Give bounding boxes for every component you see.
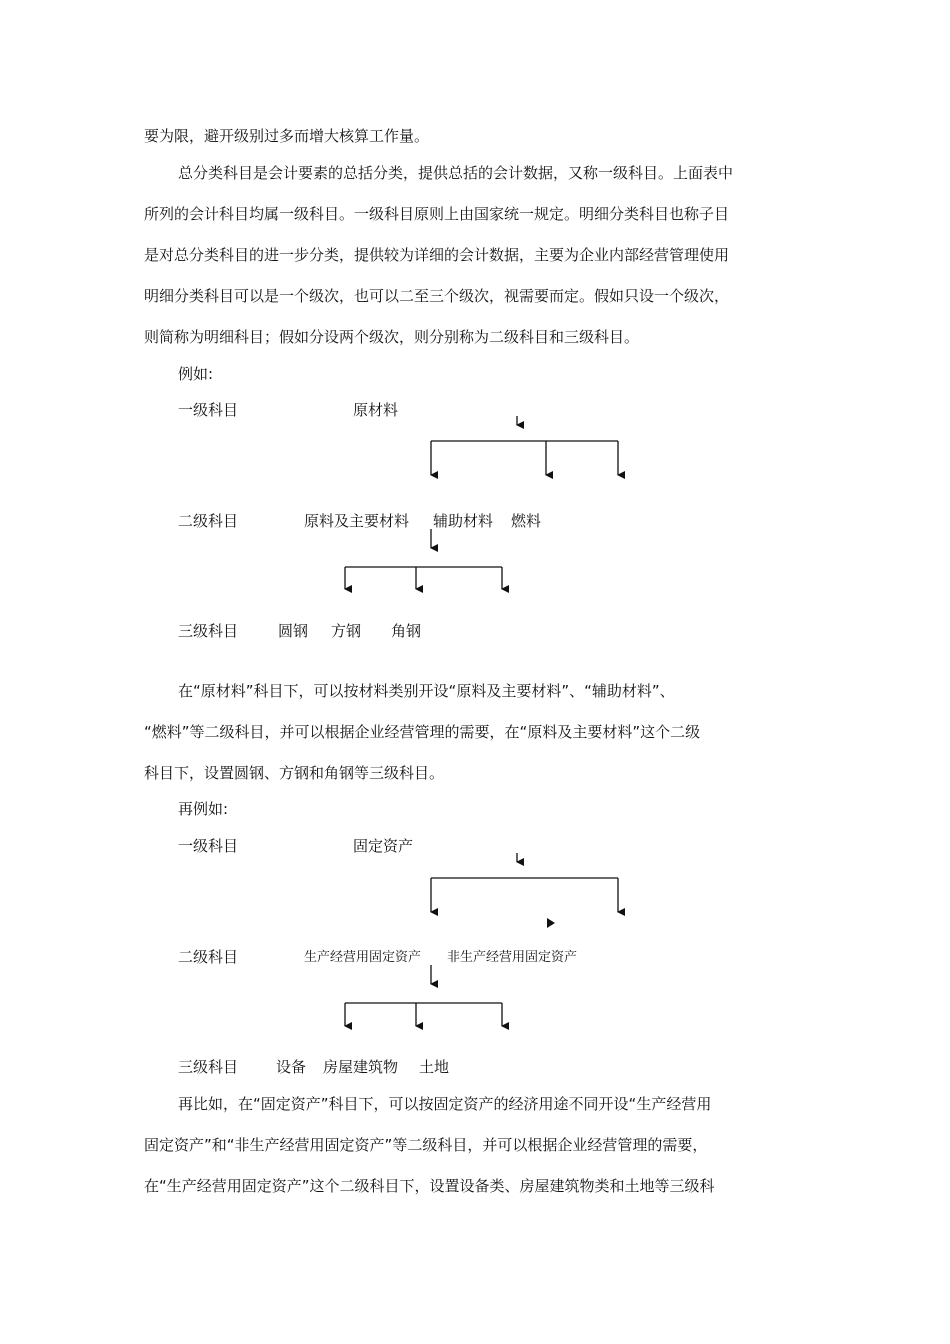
example-heading: 例如: (178, 365, 214, 383)
paragraph-line: 科目下，设置圆钢、方钢和角钢等三级科目。 (144, 764, 445, 782)
paragraph-line: 则简称为明细科目；假如分设两个级次，则分别称为二级科目和三级科目。 (144, 328, 640, 346)
paragraph-line: 要为限，避开级别过多而增大核算工作量。 (144, 127, 430, 145)
diagram1-level2-item: 燃料 (511, 512, 542, 530)
diagram2-level3-item: 土地 (419, 1058, 450, 1076)
diagram1-level3-item: 方钢 (331, 622, 362, 640)
diagram1-level2-item: 原料及主要材料 (304, 512, 410, 530)
diagram1-level2-item: 辅助材料 (433, 512, 494, 530)
diagram2-level2-label: 二级科目 (178, 948, 239, 966)
diagram2-level3-item: 设备 (276, 1058, 307, 1076)
diagram2-level1-label: 一级科目 (178, 837, 239, 855)
paragraph-line: 是对总分类科目的进一步分类，提供较为详细的会计数据，主要为企业内部经营管理使用 (144, 246, 730, 264)
arrowhead-right (547, 918, 555, 928)
diagram1-level2-label: 二级科目 (178, 512, 239, 530)
diagram1-level1-item: 原材料 (353, 401, 399, 419)
paragraph-line: 再比如，在“固定资产”科目下，可以按固定资产的经济用途不同开设“生产经营用 (178, 1095, 712, 1113)
diagram2-level2-item: 非生产经营用固定资产 (447, 950, 578, 965)
example-heading: 再例如: (178, 800, 229, 818)
paragraph-line: 固定资产”和“非生产经营用固定资产”等二级科目，并可以根据企业经营管理的需要， (144, 1136, 708, 1154)
diagram1-level1-label: 一级科目 (178, 401, 239, 419)
diagram1-level3-item: 圆钢 (278, 622, 309, 640)
paragraph-line: 在“原材料”科目下，可以按材料类别开设“原料及主要材料”、“辅助材料”、 (178, 682, 675, 700)
paragraph-line: “燃料”等二级科目，并可以根据企业经营管理的需要，在“原料及主要材料”这个二级 (144, 723, 701, 741)
paragraph-line: 总分类科目是会计要素的总括分类，提供总括的会计数据，又称一级科目。上面表中 (178, 164, 734, 182)
diagram2-level2-item: 生产经营用固定资产 (304, 950, 422, 965)
diagram2-level3-item: 房屋建筑物 (323, 1058, 399, 1076)
diagram2-level1-item: 固定资产 (353, 837, 414, 855)
diagram1-level3-label: 三级科目 (178, 622, 239, 640)
diagram2-level3-label: 三级科目 (178, 1058, 239, 1076)
diagram1-level3-item: 角钢 (391, 622, 422, 640)
paragraph-line: 明细分类科目可以是一个级次，也可以二至三个级次，视需要而定。假如只设一个级次， (144, 287, 730, 305)
paragraph-line: 所列的会计科目均属一级科目。一级科目原则上由国家统一规定。明细分类科目也称子目 (144, 205, 730, 223)
paragraph-line: 在“生产经营用固定资产”这个二级科目下，设置设备类、房屋建筑物类和土地等三级科 (144, 1177, 715, 1195)
